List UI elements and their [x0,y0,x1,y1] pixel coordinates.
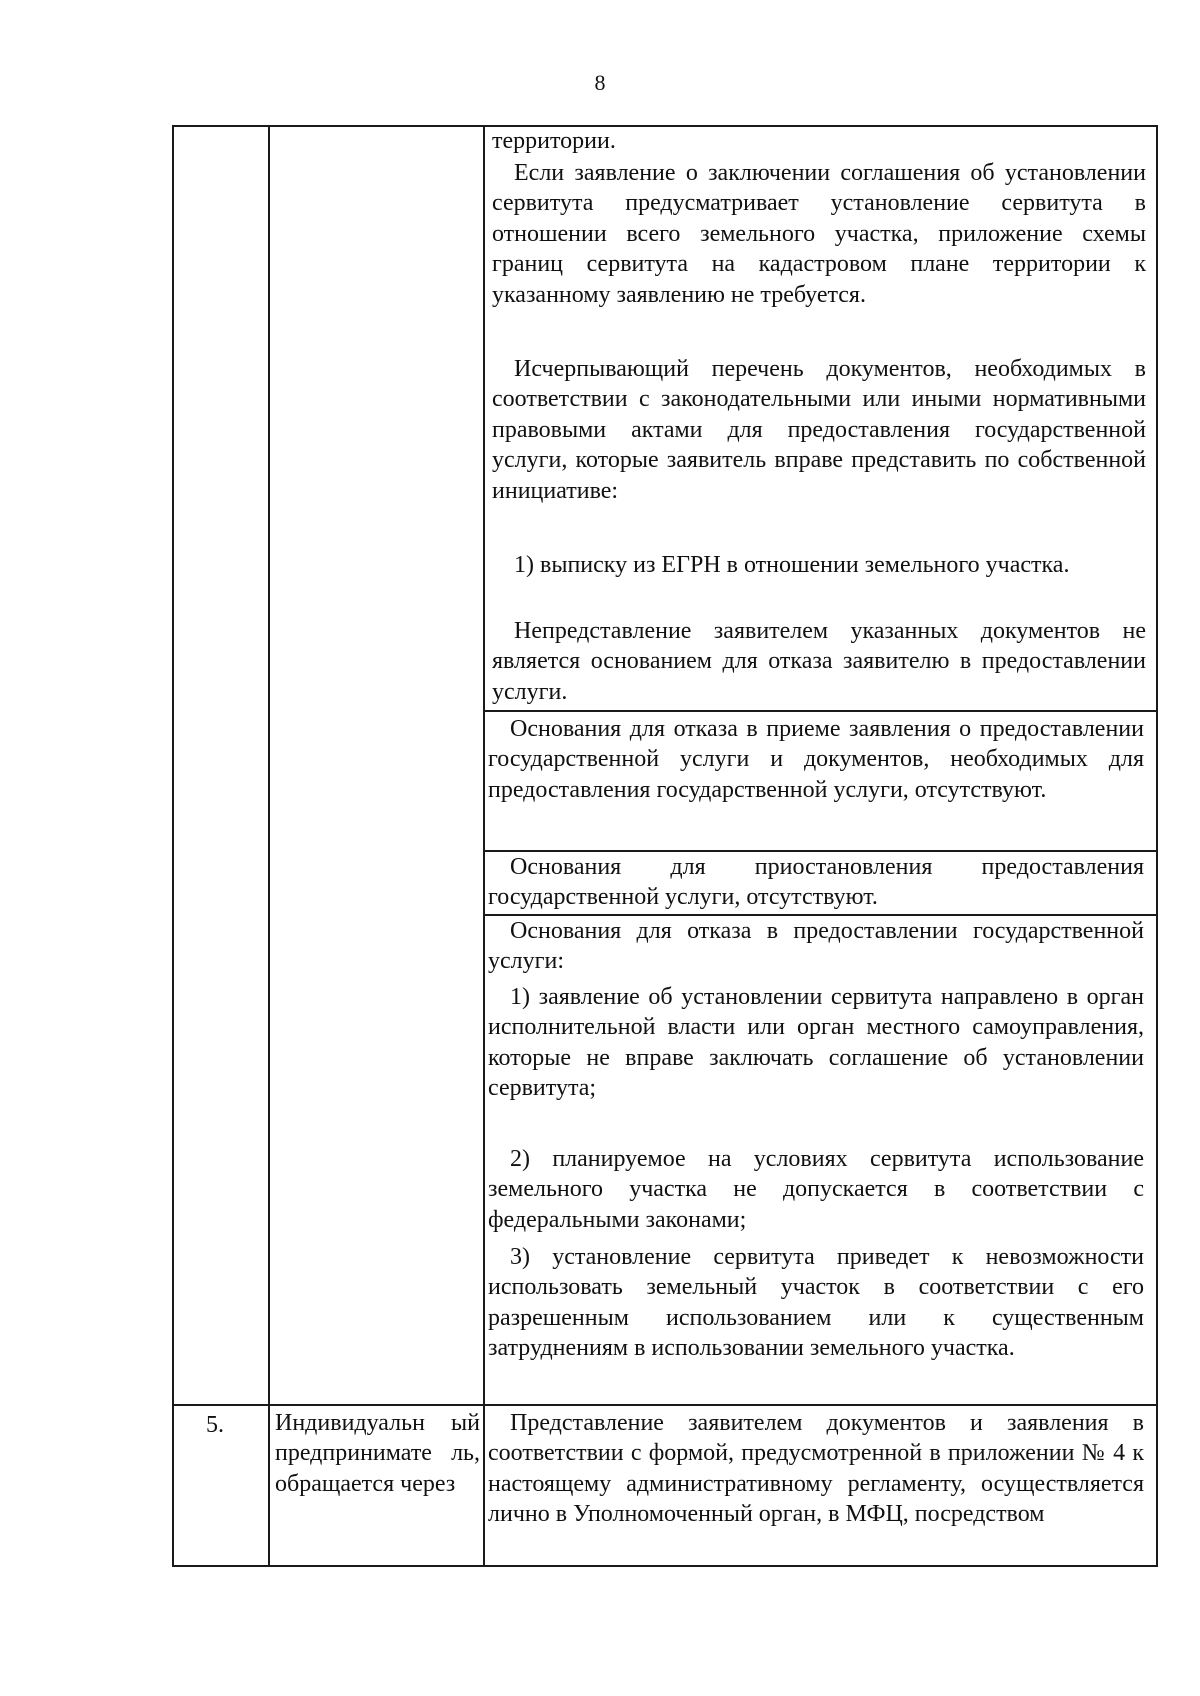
suspension-cell [488,852,1144,914]
paragraph-suspension: Основания для приостановления предоставления государственной услуги, отсутствуют. [488,854,1144,911]
submission-cell [488,1408,1144,1564]
paragraph-refusal-heading: Основания для отказа в предоставлении государственной услуги: [488,918,1144,975]
column-divider-2 [483,125,485,1567]
table-right-border [1156,125,1158,1567]
paragraph-refusal-item-1: 1) заявление об установлении сервитута направлено в орган исполнительной власти или орган местного самоуправления, которые не вправе заключать соглашение об установлении сервитута; [488,984,1144,1102]
table-left-border [172,125,174,1567]
paragraph-submission: Представление заявителем документов и заявления в соответствии с формой, предусмотренной в приложении № 4 к настоящему административному регламенту, осуществляется лично в Уполномоченный орган, в МФЦ, посредством [488,1410,1144,1528]
paragraph-not-grounds: Непредставление заявителем указанных документов не является основанием для отказа заявителю в предоставлении услуги. [492,618,1146,705]
row-divider-1 [483,710,1158,712]
paragraph-scheme-not-required: Если заявление о заключении соглашения об установлении сервитута предусматривает установление сервитута в отношении всего земельного участка, приложение схемы границ сервитута на кадастровом плане территории к указанному заявлению не требуется. [492,160,1146,308]
paragraph-territory: территории. [492,128,616,154]
table-bottom-border [172,1565,1158,1567]
page-number: 8 [594,70,606,95]
paragraph-documents-list: Исчерпывающий перечень документов, необходимых в соответствии с законодательными или иными нормативными правовыми актами для предоставления государственной услуги, которые заявитель вправе представить по собственной инициативе: [492,356,1146,504]
continuation-cell [492,126,1146,710]
paragraph-refusal-reception: Основания для отказа в приеме заявления о предоставлении государственной услуги и документов, необходимых для предоставления государственной услуги, отсутствуют. [488,716,1144,803]
row-number: 5. [206,1412,224,1438]
paragraph-egrn-extract: 1) выписку из ЕГРН в отношении земельного участка. [514,552,1070,578]
paragraph-refusal-item-3: 3) установление сервитута приведет к невозможности использовать земельный участок в соответствии с его разрешенным использованием или к существенным затруднениям в использовании земельного участка. [488,1244,1144,1362]
refusal-cell [488,916,1144,1402]
refusal-reception-cell [488,714,1144,848]
applicant-type-cell: Индивидуальн ый предпринимате ль, обращается через [275,1410,480,1497]
paragraph-refusal-item-2: 2) планируемое на условиях сервитута использование земельного участка не допускается в соответствии с федеральными законами; [488,1146,1144,1233]
column-divider-1 [268,125,270,1567]
row-divider-4 [172,1404,1158,1406]
